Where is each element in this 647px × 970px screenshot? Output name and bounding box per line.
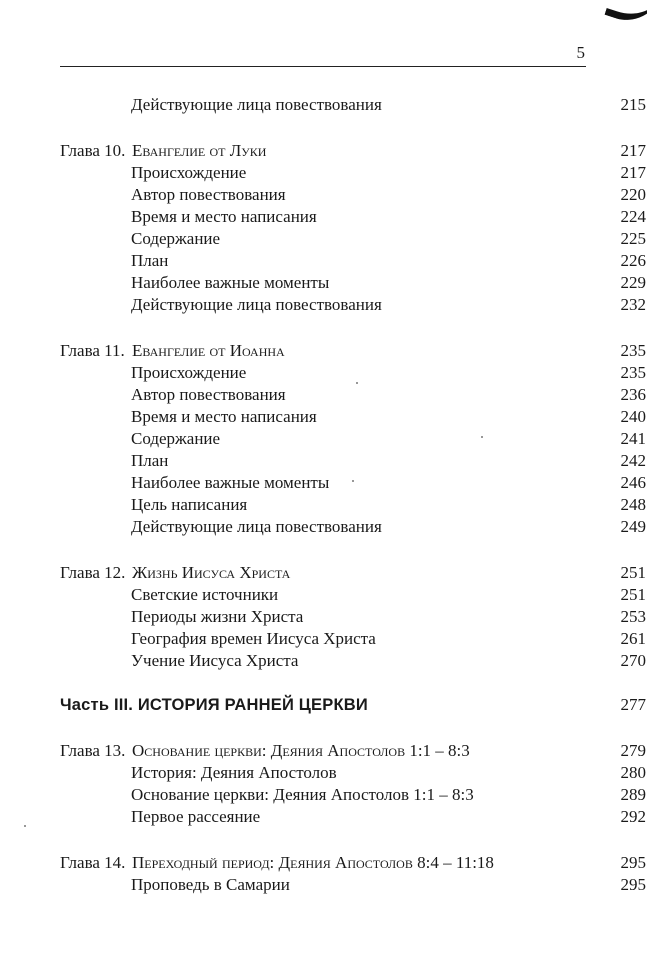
page-ref: 289 xyxy=(620,785,646,804)
toc-section-row xyxy=(60,294,646,316)
page-ref: 251 xyxy=(620,563,646,582)
page-ref: 217 xyxy=(620,163,646,182)
section-title: Основание церкви: Деяния Апостолов 1:1 – 8:3 xyxy=(131,785,474,804)
toc-section-row xyxy=(60,206,646,228)
page-ref: 261 xyxy=(620,629,646,648)
toc-section-row xyxy=(60,472,646,494)
page-ref: 226 xyxy=(620,251,646,270)
chapter-title: Переходный период: Деяния Апостолов 8:4 – 11:18 xyxy=(132,853,494,872)
section-title: Содержание xyxy=(131,429,221,448)
toc-section-row xyxy=(60,184,646,206)
page-ref: 292 xyxy=(620,807,646,826)
page-ref: 235 xyxy=(620,341,646,360)
page-ref: 253 xyxy=(620,607,646,626)
page-ref: 242 xyxy=(620,451,646,470)
chapter-label: Глава 11. xyxy=(60,341,125,360)
page-ref: 229 xyxy=(620,273,646,292)
toc-section-row xyxy=(60,584,646,606)
section-title: Автор повествования xyxy=(131,185,286,204)
section-title: Наиболее важные моменты xyxy=(131,473,330,492)
toc-section-row xyxy=(60,384,646,406)
page-ref: 240 xyxy=(620,407,646,426)
chapter-label: Глава 14. xyxy=(60,853,126,872)
toc-chapter-row xyxy=(60,140,646,162)
toc-section-row xyxy=(60,450,646,472)
page-ref: 248 xyxy=(620,495,646,514)
page-ref: 270 xyxy=(620,651,646,670)
toc-chapter-row xyxy=(60,562,646,584)
toc-section-row xyxy=(60,784,646,806)
chapter-title: Евангелие от Иоанна xyxy=(132,341,285,360)
toc-section-row xyxy=(60,874,646,896)
scan-speck xyxy=(481,436,483,438)
section-title: Автор повествования xyxy=(131,385,286,404)
toc-section-row xyxy=(60,516,646,538)
scan-speck xyxy=(24,825,26,827)
section-title: Действующие лица повествования xyxy=(131,295,382,314)
section-title: Происхождение xyxy=(131,163,247,182)
page-ref: 241 xyxy=(620,429,646,448)
section-title: План xyxy=(131,451,169,470)
section-title: Содержание xyxy=(131,229,221,248)
toc-section-row xyxy=(60,494,646,516)
section-title: Цель написания xyxy=(131,495,248,514)
section-title: Происхождение xyxy=(131,363,247,382)
page-ref: 224 xyxy=(620,207,646,226)
section-title: Первое рассеяние xyxy=(131,807,261,826)
section-title: Действующие лица повествования xyxy=(131,95,382,114)
section-title: Периоды жизни Христа xyxy=(131,607,304,626)
toc-section-row xyxy=(60,272,646,294)
section-title: Проповедь в Самарии xyxy=(131,875,290,894)
toc-section-row xyxy=(60,162,646,184)
part-title: Часть III. ИСТОРИЯ РАННЕЙ ЦЕРКВИ xyxy=(60,696,368,714)
page-ref: 225 xyxy=(620,229,646,248)
section-title: Действующие лица повествования xyxy=(131,517,382,536)
toc-chapter-row xyxy=(60,852,646,874)
toc-section-row xyxy=(60,762,646,784)
page-ref: 295 xyxy=(620,853,646,872)
toc-section-row xyxy=(60,428,646,450)
toc-chapter-row xyxy=(60,740,646,762)
section-title: Учение Иисуса Христа xyxy=(131,651,299,670)
page-ref: 280 xyxy=(620,763,646,782)
page-ref: 215 xyxy=(620,95,646,114)
toc-section-row xyxy=(60,628,646,650)
scan-speck xyxy=(352,480,354,482)
chapter-title: Основание церкви: Деяния Апостолов 1:1 – 8:3 xyxy=(132,741,470,760)
section-title: План xyxy=(131,251,169,270)
page-ref: 249 xyxy=(620,517,646,536)
section-title: История: Деяния Апостолов xyxy=(131,763,337,782)
page-ref: 217 xyxy=(620,141,646,160)
section-title: География времен Иисуса Христа xyxy=(131,629,376,648)
toc-chapter-row xyxy=(60,340,646,362)
chapter-title: Жизнь Иисуса Христа xyxy=(132,563,291,582)
page-number: 5 xyxy=(576,43,585,62)
toc-section-row xyxy=(60,228,646,250)
scan-speck xyxy=(356,382,358,384)
section-title: Время и место написания xyxy=(131,407,317,426)
page-ref: 235 xyxy=(620,363,646,382)
page-ref: 251 xyxy=(620,585,646,604)
toc-part-row xyxy=(60,694,646,716)
toc-section-row xyxy=(60,606,646,628)
section-title: Наиболее важные моменты xyxy=(131,273,330,292)
chapter-label: Глава 13. xyxy=(60,741,126,760)
page-ref: 295 xyxy=(620,875,646,894)
toc-section-row xyxy=(60,406,646,428)
page-ref: 220 xyxy=(620,185,646,204)
toc-section-row xyxy=(60,94,646,116)
chapter-label: Глава 10. xyxy=(60,141,126,160)
page-ref: 246 xyxy=(620,473,646,492)
toc-section-row xyxy=(60,362,646,384)
page-ref: 232 xyxy=(620,295,646,314)
chapter-label: Глава 12. xyxy=(60,563,126,582)
section-title: Светские источники xyxy=(131,585,279,604)
page-ref: 236 xyxy=(620,385,646,404)
toc-section-row xyxy=(60,250,646,272)
toc-section-row xyxy=(60,650,646,672)
section-title: Время и место написания xyxy=(131,207,317,226)
page-ref: 279 xyxy=(620,741,646,760)
chapter-title: Евангелие от Луки xyxy=(132,141,267,160)
page-ref: 277 xyxy=(620,695,646,714)
header-rule xyxy=(60,66,586,67)
toc-section-row xyxy=(60,806,646,828)
corner-scan-mark xyxy=(604,0,647,30)
